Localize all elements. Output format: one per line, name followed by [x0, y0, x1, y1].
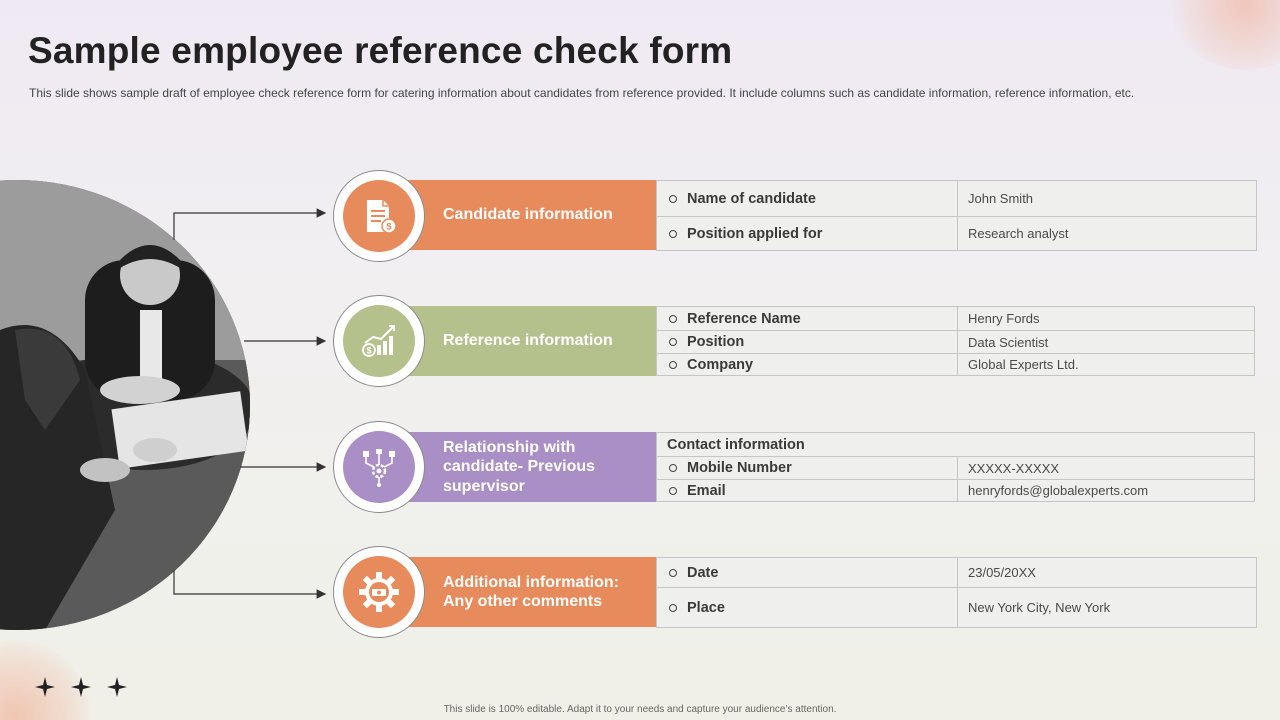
sparkle-icon — [34, 676, 56, 698]
svg-text:$: $ — [386, 221, 392, 232]
row-key: Position applied for — [687, 225, 823, 242]
row-value: Research analyst — [968, 226, 1069, 241]
row-value: Global Experts Ltd. — [968, 357, 1079, 372]
row-key: Name of candidate — [687, 190, 816, 207]
table-row — [657, 433, 1254, 456]
contact-information-header: Contact information — [667, 436, 805, 453]
section-candidate-icon-circle — [333, 170, 425, 262]
section-relationship-icon-circle — [333, 421, 425, 513]
row-value: 23/05/20XX — [968, 565, 1036, 580]
row-value: henryfords@globalexperts.com — [968, 483, 1149, 498]
row-key: Position — [687, 334, 745, 350]
bullet-icon — [669, 604, 677, 612]
bullet-icon — [669, 230, 677, 238]
section-relationship-label-text: Relationship with candidate- Previous supervisor — [443, 439, 596, 495]
growth-chart-icon — [357, 319, 401, 363]
slide-footer: This slide is 100% editable. Adapt it to your needs and capture your audience’s attention. — [443, 704, 837, 715]
section-additional-icon-circle — [333, 546, 425, 638]
table-row — [657, 587, 1256, 627]
section-relationship-table — [656, 432, 1255, 502]
section-relationship-label — [400, 432, 656, 502]
table-row — [657, 330, 1254, 353]
section-candidate-label — [400, 180, 656, 250]
bullet-icon — [669, 315, 677, 323]
section-reference-table — [656, 306, 1255, 376]
gear-dollar-icon — [357, 570, 401, 614]
decorative-blob-top-right — [1170, 0, 1280, 70]
network-gear-icon — [357, 445, 401, 489]
bullet-icon — [669, 487, 677, 495]
table-row — [657, 353, 1254, 375]
section-candidate-table — [656, 180, 1257, 251]
bullet-icon — [669, 338, 677, 346]
table-row — [657, 558, 1256, 587]
row-key: Date — [687, 564, 719, 581]
row-value: John Smith — [968, 191, 1034, 206]
sparkle-decoration — [34, 676, 128, 698]
document-money-icon — [357, 194, 401, 238]
table-row — [657, 216, 1256, 250]
section-reference-label-text: Reference information — [443, 332, 613, 350]
slide-subtitle: This slide shows sample draft of employee check reference form for catering information about candidates from reference provided. It include columns such as candidate information, reference information, etc. — [29, 86, 1135, 100]
meeting-photo — [0, 180, 250, 630]
bullet-icon — [669, 195, 677, 203]
bullet-icon — [669, 361, 677, 369]
sparkle-icon — [106, 676, 128, 698]
section-reference-icon-circle — [333, 295, 425, 387]
row-value: Data Scientist — [968, 334, 1049, 350]
section-candidate-label-text: Candidate information — [443, 206, 613, 224]
row-value: Henry Fords — [968, 311, 1040, 326]
table-row — [657, 456, 1254, 479]
section-additional-label-text: Additional information: Any other comments — [443, 573, 619, 610]
section-reference-label — [400, 306, 656, 376]
row-key: Company — [687, 356, 754, 373]
table-row — [657, 181, 1256, 216]
sparkle-icon — [70, 676, 92, 698]
section-additional-table — [656, 557, 1257, 628]
slide-title: Sample employee reference check form — [28, 30, 733, 71]
bullet-icon — [669, 464, 677, 472]
bullet-icon — [669, 569, 677, 577]
row-key: Place — [687, 599, 725, 616]
row-key: Reference Name — [687, 310, 801, 327]
table-row — [657, 479, 1254, 501]
section-additional-label — [400, 557, 656, 627]
table-row — [657, 307, 1254, 330]
svg-text:$: $ — [366, 345, 372, 356]
row-value: XXXXX-XXXXX — [968, 460, 1060, 476]
row-key: Email — [687, 482, 726, 499]
row-key: Mobile Number — [687, 460, 792, 476]
row-value: New York City, New York — [968, 600, 1111, 615]
